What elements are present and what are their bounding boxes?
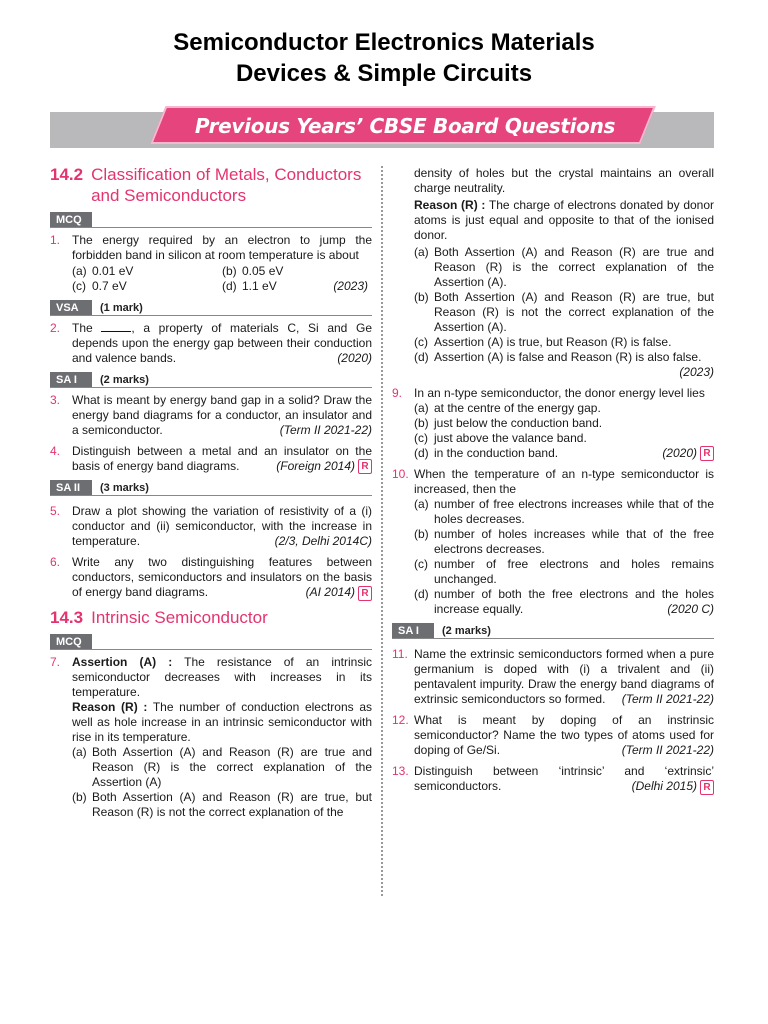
question-type-bar <box>392 623 714 639</box>
question-text: When the temperature of an n-type semiconductor is increased, then the <box>414 467 714 497</box>
option-text: number of free electrons increases while that of the holes decreases. <box>434 497 714 527</box>
source-year: (Term II 2021-22) <box>279 423 372 437</box>
r-icon: R <box>700 780 714 795</box>
section-number: 14.3 <box>50 607 84 627</box>
question-number: 10. <box>392 467 409 482</box>
marks-note: (3 marks) <box>100 481 149 494</box>
option-text: 0.7 eV <box>92 279 127 293</box>
option-text: just below the conduction band. <box>434 416 603 430</box>
option-label: (c) <box>414 335 428 349</box>
question-type-bar <box>50 634 372 650</box>
option-label: (d) <box>414 587 429 602</box>
question-2 <box>50 321 372 366</box>
section-heading-14-2 <box>50 164 372 206</box>
question-text: The energy required by an electron to jump the forbidden band in silicon at room temperature is about <box>72 233 372 262</box>
option-label: (a) <box>414 401 429 415</box>
assertion-text: The resistance of an intrinsic semiconductor decreases with increases in its temperature. <box>72 654 372 699</box>
source-text: (Foreign 2014) <box>276 459 355 473</box>
question-number: 5. <box>50 504 61 519</box>
option-text: Both Assertion (A) and Reason (R) are true and Reason (R) is the correct explanation of the Assertion (A). <box>434 245 714 289</box>
r-icon: R <box>700 446 714 461</box>
question-8-options <box>414 245 714 380</box>
assertion-label: Assertion (A) : <box>72 654 173 669</box>
r-icon: R <box>358 586 372 601</box>
option-text <box>434 446 714 461</box>
option-label: (a) <box>72 264 87 278</box>
question-11 <box>392 647 714 707</box>
option-label: (b) <box>414 527 429 542</box>
option-text: 0.05 eV <box>242 264 284 278</box>
question-type-tag: MCQ <box>50 212 92 227</box>
question-number: 13. <box>392 764 409 779</box>
option-label: (a) <box>414 245 429 259</box>
question-text: Distinguish between a metal and an insulator on the basis of energy band diagrams. <box>72 444 372 473</box>
option-label: (c) <box>72 279 86 293</box>
source-text: (AI 2014) <box>305 585 355 600</box>
reason-text: The charge of electrons donated by donor atoms is just equal and opposite to that of the ionised donor. <box>414 198 715 242</box>
option-text: Both Assertion (A) and Reason (R) are true, but Reason (R) is not the correct explanation of the Assertion (A). <box>434 290 714 334</box>
question-text: Distinguish between ‘intrinsic’ and ‘extrinsic’ semiconductors. <box>414 764 714 794</box>
question-number: 7. <box>50 654 61 669</box>
source-year: (2023) <box>333 279 368 293</box>
source-year: (Term II 2021-22) <box>621 692 714 707</box>
section-title: Intrinsic Semiconductor <box>91 607 268 627</box>
section-number: 14.2 <box>50 165 84 184</box>
question-number: 6. <box>50 555 61 570</box>
question-text: Name the extrinsic semiconductors formed when a pure germanium is doped with (i) a trivalent and (ii) pentavalent impurity. Draw the energy band diagrams of extrinsic semiconductors so formed. <box>414 647 714 707</box>
option-label: (a) <box>414 497 429 512</box>
option-text: Both Assertion (A) and Reason (R) are true and Reason (R) is the correct explanation of the Assertion (A) <box>92 744 372 789</box>
question-type-bar <box>50 212 372 228</box>
question-13 <box>392 764 714 794</box>
option-label: (d) <box>222 279 237 293</box>
column-divider <box>381 166 383 896</box>
option-text: just above the valance band. <box>434 431 587 445</box>
question-7 <box>50 655 372 820</box>
source-year <box>276 459 372 474</box>
question-6 <box>50 555 372 600</box>
question-text: Write any two distinguishing features between conductors, semiconductors and insulators on the basis of energy band diagrams. <box>72 555 372 600</box>
r-icon: R <box>358 459 372 474</box>
source-year: (2020 C) <box>667 602 714 617</box>
question-number: 9. <box>392 386 403 400</box>
source-text: (Delhi 2015) <box>631 779 697 794</box>
option-label: (c) <box>414 431 428 445</box>
question-text-start: The <box>72 321 102 335</box>
marks-note: (2 marks) <box>442 624 491 637</box>
question-text-end: , a property of materials C, Si and Ge depends upon the energy gap between their conduction and valence bands. <box>72 321 373 365</box>
marks-note: (1 mark) <box>100 301 143 314</box>
option-label: (d) <box>414 350 429 364</box>
section-heading-14-3 <box>50 607 372 628</box>
option-text: Assertion (A) is true, but Reason (R) is false. <box>434 335 672 349</box>
question-type-tag: VSA <box>50 300 92 315</box>
question-type-bar <box>50 300 372 316</box>
marks-note: (2 marks) <box>100 373 149 386</box>
question-12 <box>392 713 714 758</box>
source-text: (2020) <box>662 446 697 460</box>
question-number: 4. <box>50 444 61 458</box>
source-year <box>632 779 714 794</box>
document-title-line2: Devices & Simple Circuits <box>235 60 533 87</box>
question-type-tag: SA I <box>392 623 434 638</box>
option-text-value: in the conduction band. <box>434 446 559 460</box>
source-year <box>306 585 372 600</box>
source-year: (2023) <box>679 365 714 379</box>
option-text-value: Assertion (A) is false and Reason (R) is also false. <box>434 350 702 364</box>
question-text: What is meant by doping of an instrinsic semiconductor? Name the two types of atoms used for doping of Ge/Si. <box>414 713 714 758</box>
right-column <box>392 166 714 801</box>
reason-text: The number of conduction electrons as well as hole increase in an intrinsic semiconductor with rise in its temperature. <box>72 699 372 744</box>
continued-text: density of holes but the crystal maintains an overall charge neutrality. <box>414 166 714 195</box>
option-label: (b) <box>414 290 429 304</box>
option-text: 1.1 eV <box>242 279 277 293</box>
question-text: In an n-type semiconductor, the donor energy level lies <box>414 386 705 400</box>
question-type-bar <box>50 372 372 388</box>
reason-label: Reason (R) : <box>414 198 486 212</box>
option-text: number of free electrons and holes remains unchanged. <box>434 557 714 587</box>
fill-in-blank <box>101 321 131 332</box>
question-number: 2. <box>50 321 61 335</box>
option-label: (c) <box>414 557 428 572</box>
option-label: (b) <box>72 789 87 804</box>
question-number: 1. <box>50 233 61 247</box>
question-text: What is meant by energy band gap in a solid? Draw the energy band diagrams for a conductor, an insulator and a semiconductor. <box>72 393 372 437</box>
question-9 <box>392 386 714 461</box>
question-type-tag: SA II <box>50 480 92 495</box>
source-year <box>662 446 714 461</box>
section-banner <box>50 104 714 148</box>
question-text: Draw a plot showing the variation of resistivity of a (i) conductor and (ii) semiconductor, with the increase in temperature. <box>72 504 372 549</box>
question-1 <box>50 233 372 294</box>
option-text <box>434 587 714 617</box>
option-text: 0.01 eV <box>92 264 134 278</box>
question-type-tag: SA I <box>50 372 92 387</box>
source-year: (2020) <box>337 351 372 365</box>
question-type-bar <box>50 480 372 496</box>
option-text: Both Assertion (A) and Reason (R) are true, but Reason (R) is not the correct explanation of the <box>92 789 372 819</box>
option-label: (a) <box>72 744 87 759</box>
source-year: (2/3, Delhi 2014C) <box>274 534 372 549</box>
question-number: 12. <box>392 713 409 728</box>
option-label: (b) <box>414 416 429 430</box>
question-5 <box>50 504 372 549</box>
option-text <box>434 350 714 380</box>
question-10 <box>392 467 714 617</box>
option-label: (d) <box>414 446 429 460</box>
option-text-value: number of both the free electrons and the holes increase equally. <box>434 587 714 617</box>
options <box>72 264 372 294</box>
option-text: at the centre of the energy gap. <box>434 401 601 415</box>
question-type-tag: MCQ <box>50 634 92 649</box>
left-column <box>50 160 372 826</box>
question-4 <box>50 444 372 474</box>
section-title: Classification of Metals, Conductors and Semiconductors <box>91 165 362 205</box>
reason-label: Reason (R) : <box>72 699 148 714</box>
question-3 <box>50 393 372 438</box>
question-number: 11. <box>392 647 408 662</box>
banner-text: Previous Years’ CBSE Board Questions <box>194 114 616 138</box>
question-8-reason <box>414 198 714 243</box>
option-label: (b) <box>222 264 237 278</box>
option-text: number of holes increases while that of the free electrons decreases. <box>434 527 714 557</box>
document-title-line1: Semiconductor Electronics Materials <box>173 29 595 56</box>
question-number: 3. <box>50 393 61 407</box>
source-year: (Term II 2021-22) <box>621 743 714 758</box>
